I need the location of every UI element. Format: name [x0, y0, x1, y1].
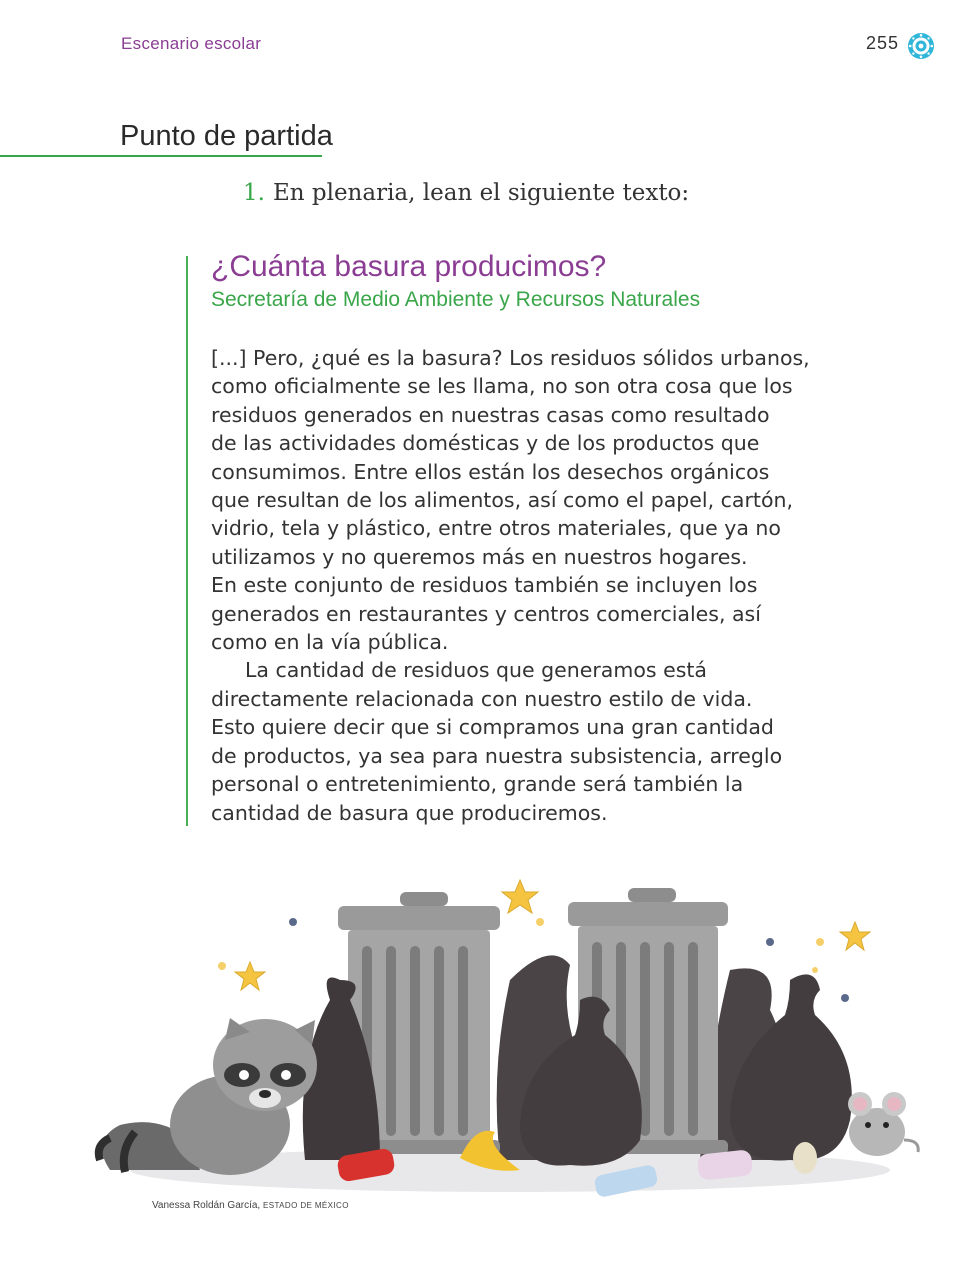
- instruction: [243, 180, 689, 206]
- mouse-illustration: [848, 1092, 918, 1156]
- section-title: Punto de partida: [120, 120, 333, 152]
- page-badge-icon: [907, 32, 935, 60]
- raccoon-illustration: [99, 1018, 317, 1175]
- credit-author: Vanessa Roldán García,: [152, 1200, 261, 1211]
- article-title: ¿Cuánta basura producimos?: [211, 250, 607, 283]
- section-rule: [0, 155, 322, 157]
- garbage-illustration: [80, 870, 930, 1210]
- illustration-credit: [152, 1200, 349, 1211]
- instruction-number: 1.: [243, 180, 265, 206]
- article-source: Secretaría de Medio Ambiente y Recursos Naturales: [211, 288, 701, 311]
- instruction-text: En plenaria, lean el siguiente texto:: [272, 180, 690, 206]
- article-body: [211, 344, 851, 827]
- credit-region: ESTADO DE MÉXICO: [263, 1201, 349, 1210]
- article-paragraph: La cantidad de residuos que generamos está directamente relacionada con nuestro estilo de vida. Esto quiere decir que si compramos una gran cantidad de productos, ya sea para nuestra subsistencia, arreglo personal o entretenimiento, grande será también la cantidad de basura que produciremos.: [211, 658, 783, 825]
- running-header: Escenario escolar: [121, 34, 262, 53]
- quote-bar: [186, 256, 188, 826]
- article-paragraph: [...] Pero, ¿qué es la basura? Los residuos sólidos urbanos, como oficialmente se les llama, no son otra cosa que los residuos generados en nuestras casas como resultado de las actividades domésticas y de los productos que consumimos. Entre ellos están los desechos orgánicos que resultan de los alimentos, así como el papel, cartón, vidrio, tela y plástico, entre otros materiales, que ya no utilizamos y no queremos más en nuestros hogares. En este conjunto de residuos también se incluyen los generados en restaurantes y centros comerciales, así como en la vía pública.: [211, 346, 810, 655]
- page-number: 255: [866, 33, 900, 53]
